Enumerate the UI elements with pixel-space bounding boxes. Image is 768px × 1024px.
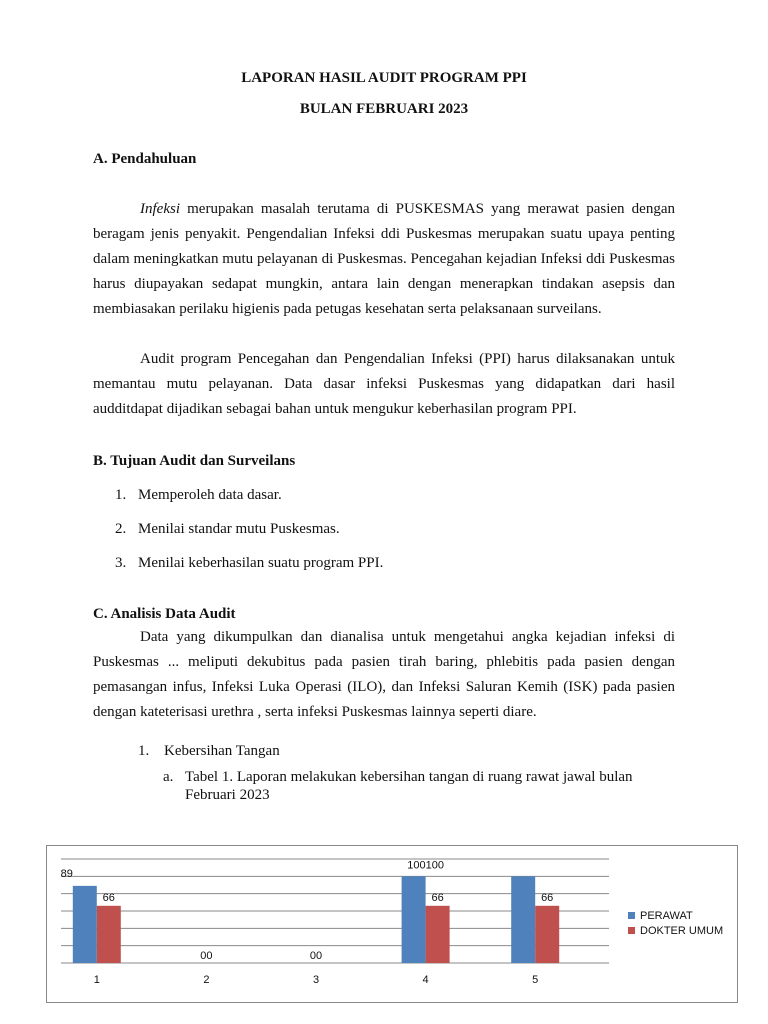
data-label: 66 (102, 891, 115, 904)
list-number: 1. (138, 743, 150, 759)
bar (402, 876, 426, 963)
bar (535, 906, 559, 963)
list-item (115, 487, 282, 504)
list-number: 3. (115, 555, 127, 571)
bar (426, 906, 450, 963)
legend-label: DOKTER UMUM (640, 924, 724, 937)
bar (511, 876, 535, 963)
data-label: 00 (309, 950, 323, 962)
legend-item (628, 908, 723, 923)
section-a-paragraph-2: Audit program Pencegahan dan Pengendalian Infeksi (PPI) harus dilaksanakan untuk memantau mutu pelayanan. Data dasar infeksi Puskesmas yang didapatkan dari hasil audditdapat dijadikan sebagai bahan untuk mengukur keberhasilan program PPI. (93, 351, 675, 417)
list-number: 1. (115, 487, 127, 503)
document-title: LAPORAN HASIL AUDIT PROGRAM PPI (241, 70, 527, 86)
section-b-heading: B. Tujuan Audit dan Surveilans (93, 453, 296, 469)
list-item (115, 555, 383, 572)
x-tick-label: 5 (532, 974, 539, 986)
list-text: Kebersihan Tangan (164, 743, 280, 759)
document-subtitle: BULAN FEBRUARI 2023 (299, 101, 469, 117)
sub-list-letter: a. (163, 769, 174, 785)
legend-swatch (628, 912, 635, 919)
bar (97, 906, 121, 963)
data-label: 100100 (407, 859, 444, 872)
x-tick-label: 2 (203, 974, 210, 986)
chart-legend (628, 908, 723, 938)
list-text: Menilai keberhasilan suatu program PPI. (138, 555, 384, 571)
bar (73, 886, 97, 963)
caption-text: Tabel 1. Laporan melakukan kebersihan tangan di ruang rawat jawal bulan Februari 2023 (185, 769, 633, 803)
bar-chart (46, 845, 738, 1003)
list-number: 2. (115, 521, 127, 537)
section-c-heading: C. Analisis Data Audit (93, 606, 236, 622)
legend-item (628, 923, 723, 938)
legend-swatch (628, 927, 635, 934)
data-label: 66 (541, 891, 554, 904)
data-label: 66 (431, 891, 444, 904)
x-tick-label: 1 (93, 974, 100, 986)
list-item (138, 743, 280, 760)
section-c-paragraph-1: Data yang dikumpulkan dan dianalisa untuk mengetahui angka kejadian infeksi di Puskesmas ... meliputi dekubitus pada pasien tirah baring, phlebitis pada pasien dengan pemasangan infus, Infeksi Luka Operasi (ILO), dan Infeksi Saluran Kemih (ISK) pada pasien dengan kateterisasi urethra , serta infeksi Puskesmas lainnya seperti diare. (93, 629, 675, 720)
section-a-paragraph-1 (93, 197, 675, 322)
x-tick-label: 3 (312, 974, 320, 986)
list-item (115, 521, 340, 538)
section-a-heading: A. Pendahuluan (93, 151, 197, 167)
data-label: 00 (200, 950, 213, 962)
italic-term: Infeksi (140, 201, 180, 217)
legend-label: PERAWAT (640, 909, 693, 922)
x-tick-label: 4 (422, 974, 429, 986)
paragraph-text: merupakan masalah terutama di PUSKESMAS yang merawat pasien dengan beragam jenis penyakit. Pengendalian Infeksi ddi Puskesmas merupakan suatu upaya penting dalam meningkatkan mutu pelayanan di Puskesmas. Pencegahan kejadian Infeksi ddi Puskesmas harus diupayakan sedapat mungkin, antara lain dengan menerapkan tindakan asepsis dan membiasakan perilaku higienis pada petugas kesehatan serta pelaksanaan surveilans. (93, 201, 675, 317)
list-text: Menilai standar mutu Puskesmas. (138, 521, 340, 537)
list-text: Memperoleh data dasar. (138, 487, 282, 503)
table-caption (163, 768, 683, 804)
data-label: 89 (60, 867, 73, 880)
